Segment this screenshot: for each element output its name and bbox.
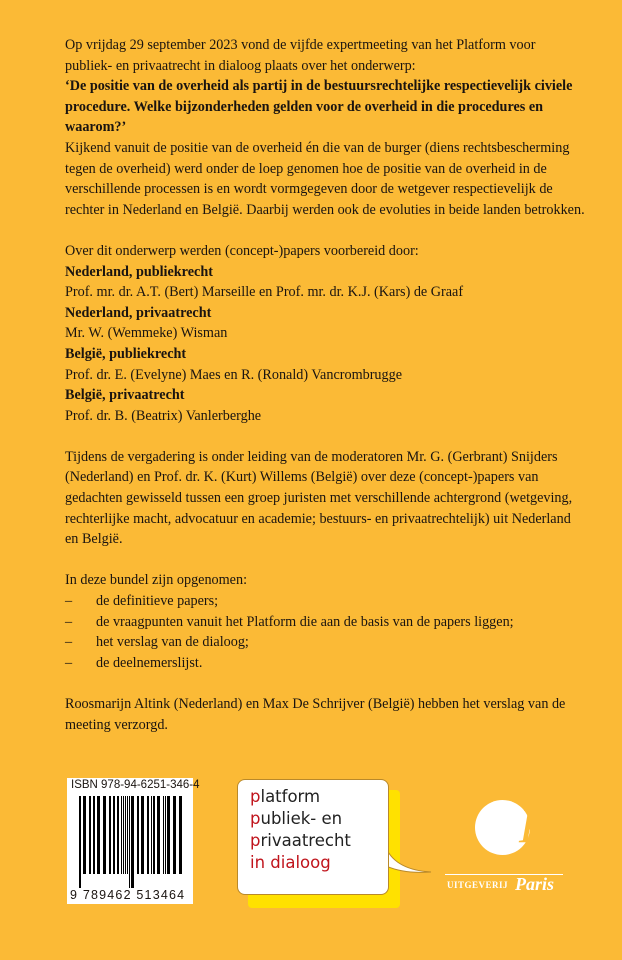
barcode-bar [89,796,91,874]
group-label: België, publiekrecht [65,345,187,362]
logo-line: publiek- en [250,809,343,828]
publisher-name: Paris [515,874,555,894]
barcode-bar [167,796,170,874]
barcode-bar [83,796,86,874]
barcode-bars [73,796,187,888]
intro-context: Kijkend vanuit de positie van de overheid én die van de burger (diens rechtsbescherming tegen de overheid) werd onder de loep genomen hoe de positie van de overheid in de verschillende processen is en wordt vormgegeven door de wetgever respectievelijk de rechter in Nederland en België. Daarbij werden ook de evoluties in beide landen betrokken. [65,139,585,218]
barcode-bar [129,796,130,888]
speech-bubble-tail [386,848,436,878]
logo-line: platform [250,787,321,806]
platform-logo [237,779,389,895]
meeting-topic: ‘De positie van de overheid als partij in de bestuursrechtelijke respectievelijk civiele procedure. Welke bijzonderheden gelden voor de overheid in die procedures en waarom?’ [65,78,573,136]
barcode-bar [113,796,115,874]
barcode-bar [165,796,166,874]
barcode-bar [173,796,176,874]
barcode-bar [93,796,95,874]
barcode-bar [117,796,119,874]
group-label: België, privaatrecht [65,387,185,404]
ean-number: 9 789462 513464 [70,888,186,902]
logo-line: privaatrecht [250,831,351,850]
publisher-prefix: UITGEVERIJ [447,880,509,890]
papers-heading: Over dit onderwerp werden (concept-)papers voorbereid door: [65,242,419,259]
barcode-bar [157,796,160,874]
barcode-bar [97,796,100,874]
barcode-bar [147,796,149,874]
list-item: – het verslag van de dialoog; [65,634,249,651]
back-cover-text [65,35,585,735]
credits: Roosmarijn Altink (Nederland) en Max De Schrijver (België) hebben het verslag van de meeting verzorgd. [65,696,566,733]
barcode-bar [127,796,128,874]
group-authors: Prof. mr. dr. A.T. (Bert) Marseille en Prof. mr. dr. K.J. (Kars) de Graaf [65,284,464,301]
meeting-paragraph: Tijdens de vergadering is onder leiding van de moderatoren Mr. G. (Gerbrant) Snijders (Nederland) en Prof. dr. K. (Kurt) Willems (België) over deze (concept-)papers van gedachten gewisseld tussen een groep juristen met verschillende achtergrond (wetgeving, rechterlijke macht, advocatuur en academie; bestuurs- en privaatrechtelijk) uit Nederland en België. [65,448,573,548]
barcode-bar [153,796,155,874]
logo-line: in dialoog [250,853,331,872]
intro-paragraph: Op vrijdag 29 september 2023 vond de vijfde expertmeeting van het Platform voor publiek- en privaatrecht in dialoog plaats over het onderwerp: [65,37,536,74]
list-item: – de deelnemerslijst. [65,654,203,671]
bundle-heading: In deze bundel zijn opgenomen: [65,572,248,589]
barcode-bar [131,796,134,888]
barcode-bar [151,796,152,874]
barcode-bar [125,796,126,874]
barcode-bar [179,796,182,874]
barcode-bar [121,796,122,874]
isbn-barcode [67,778,200,904]
barcode-bar [141,796,144,874]
isbn-label: ISBN 978-94-6251-346-4 [71,779,200,791]
group-authors: Prof. dr. E. (Evelyne) Maes en R. (Ronald) Vancrombrugge [65,366,402,383]
list-item: – de vraagpunten vanuit het Platform die aan de basis van de papers liggen; [65,613,514,630]
barcode-bar [123,796,124,874]
group-label: Nederland, publiekrecht [65,263,213,280]
barcode-bar [79,796,81,888]
barcode-bar [163,796,164,874]
list-item: – de definitieve papers; [65,593,219,610]
group-authors: Mr. W. (Wemmeke) Wisman [65,325,228,342]
publisher-logo [445,797,570,910]
group-label: Nederland, privaatrecht [65,304,212,321]
barcode-bar [103,796,106,874]
barcode-bar [137,796,139,874]
group-authors: Prof. dr. B. (Beatrix) Vanlerberghe [65,407,262,424]
barcode-bar [109,796,111,874]
publisher-emblem-icon: P [475,800,530,855]
